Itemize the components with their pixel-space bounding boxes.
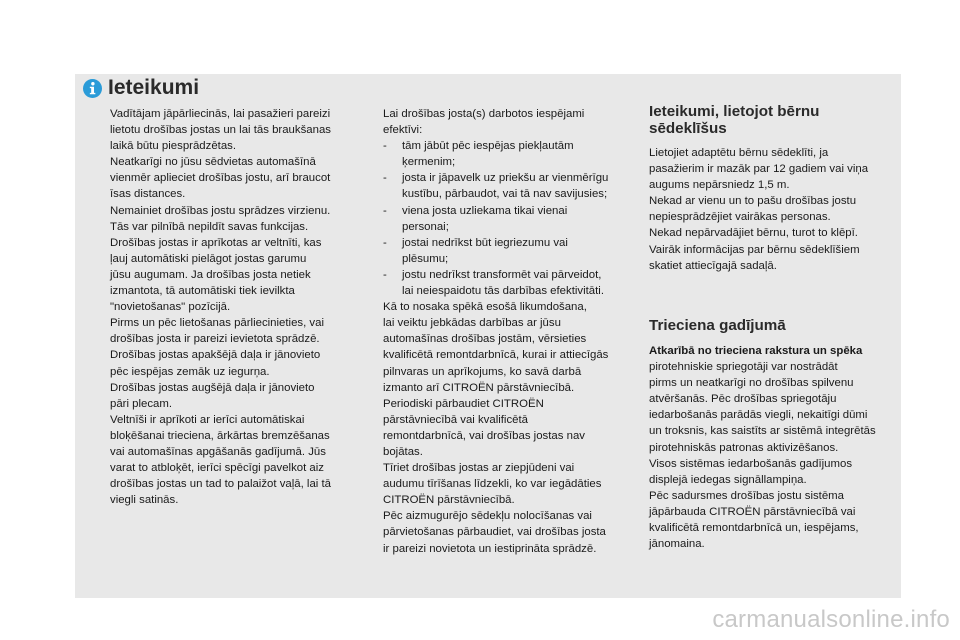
text-line: pēc iespējas zemāk uz iegurņa. <box>110 365 270 378</box>
text-line: skatiet attiecīgajā sadaļā. <box>649 259 777 272</box>
bullet-continuation: personai; <box>402 220 449 233</box>
text-line: varat to atbloķēt, ierīci spēcīgi pavelkot aiz <box>110 462 324 475</box>
bullet-text: jostai nedrīkst būt iegriezumu vai <box>402 236 568 249</box>
text-line: drošības jostas un tad to palaižot vaļā, lai tā <box>110 478 331 491</box>
text-line: Drošības jostas ir aprīkotas ar veltnīti, kas <box>110 236 322 249</box>
bullet-text: viena josta uzliekama tikai vienai <box>402 204 568 217</box>
bullet-dash: - <box>383 172 387 185</box>
column-child-seat-advice <box>649 103 901 274</box>
text-line: pirms un neatkarīgi no drošības spilvenu <box>649 377 854 390</box>
text-line: lai veiktu jebkādas darbības ar jūsu <box>383 317 561 330</box>
info-icon <box>83 79 102 98</box>
watermark: carmanualsonline.info <box>712 606 950 633</box>
text-line: audumu tīrīšanas līdzekli, ko var iegādāties <box>383 478 602 491</box>
text-line: ļauj automātiski pielāgot jostas garumu <box>110 252 307 265</box>
text-line: efektīvi: <box>383 124 423 137</box>
text-line: Nemainiet drošības jostu sprādzes virzienu. <box>110 204 331 217</box>
column-seatbelt-effectiveness <box>383 106 635 557</box>
text-line: Drošības jostas augšējā daļa ir jānovieto <box>110 381 315 394</box>
text-line: viegli satinās. <box>110 494 179 507</box>
text-line: Tīriet drošības jostas ar ziepjūdeni vai <box>383 462 575 475</box>
bullet-continuation: plēsumu; <box>402 252 449 265</box>
text-line: pilnvaras un aprīkojums, ko savā darbā <box>383 365 582 378</box>
bullet-dash: - <box>383 140 387 153</box>
text-line: displejā iedegas signāllampiņa. <box>649 473 807 486</box>
text-line: Pēc sadursmes drošības jostu sistēma <box>649 489 844 502</box>
text-line: Kā to nosaka spēkā esošā likumdošana, <box>383 301 587 314</box>
text-line: Drošības jostas apakšējā daļa ir jānovieto <box>110 349 321 362</box>
bullet-continuation: lai neiespaidotu tās darbības efektivitāti. <box>402 285 604 298</box>
text-line: Visos sistēmas iedarbošanās gadījumos <box>649 457 853 470</box>
text-line: bloķēšanai trieciena, ārkārtas bremzēšanas <box>110 429 330 442</box>
bullet-dash: - <box>383 236 387 249</box>
text-line: automašīnas drošības jostām, vērsieties <box>383 333 587 346</box>
child-seat-heading-line: sēdeklīšus <box>649 120 727 137</box>
text-line: jānomaina. <box>649 538 705 551</box>
text-line: CITROËN pārstāvniecībā. <box>383 494 515 507</box>
text-line: Nekad ar vienu un to pašu drošības jostu <box>649 195 857 208</box>
bullet-text: tām jābūt pēc iespējas piekļautām <box>402 140 574 153</box>
text-line: bojātas. <box>383 445 423 458</box>
text-line: vienmēr aplieciet drošības jostu, arī braucot <box>110 172 331 185</box>
column-collision <box>649 343 901 552</box>
bullet-item <box>383 203 635 219</box>
bullet-dash: - <box>383 268 387 281</box>
text-line: jūsu augumam. Ja drošības josta netiek <box>110 268 311 281</box>
text-line: un troksnis, kas saistīts ar sistēmā integrētās <box>649 425 876 438</box>
text-line: Tās var pilnībā nepildīt savas funkcijas. <box>110 220 309 233</box>
bullet-item <box>383 138 635 154</box>
text-line: nepiesprādzējiet vairākas personas. <box>649 211 831 224</box>
text-line: Vairāk informācijas par bērnu sēdeklīšiem <box>649 243 860 256</box>
text-line: Pēc aizmugurējo sēdekļu nolocīšanas vai <box>383 510 592 523</box>
bullet-continuation: ķermenim; <box>402 156 456 169</box>
bullet-text: jostu nedrīkst transformēt vai pārveidot, <box>402 268 602 281</box>
text-line: Neatkarīgi no jūsu sēdvietas automašīnā <box>110 156 316 169</box>
text-line: Periodiski pārbaudiet CITROËN <box>383 397 544 410</box>
text-line: pārstāvniecībā vai kvalificētā <box>383 413 528 426</box>
bullet-item <box>383 235 635 251</box>
text-line: īsas distances. <box>110 188 186 201</box>
text-line: "novietošanas" pozīcijā. <box>110 301 231 314</box>
text-line: Lietojiet adaptētu bērnu sēdeklīti, ja <box>649 147 829 159</box>
text-line: izmantota, tā automātiski tiek ievilkta <box>110 285 295 298</box>
text-line: laikā būtu piesprādzētas. <box>110 140 237 153</box>
text-line: lietotu drošības jostas un lai tās braukšanas <box>110 124 331 137</box>
text-line: kvalificētā remontdarbnīcā, kurai ir attiecīgās <box>383 349 609 362</box>
bullet-item <box>383 170 635 186</box>
text-line: jāpārbauda CITROËN pārstāvniecībā vai <box>649 505 856 518</box>
text-line: Pirms un pēc lietošanas pārliecinieties, vai <box>110 317 324 330</box>
text-line: pirotehniskās patronas aktivizēšanos. <box>649 441 839 454</box>
text-line: vai automašīnas apgāšanās gadījumā. Jūs <box>110 445 326 458</box>
child-seat-heading <box>649 103 901 137</box>
text-line: atvēršanās. Pēc drošības spriegotāju <box>649 393 837 406</box>
text-line: pasažierim ir mazāk par 12 gadiem vai viņa <box>649 163 869 176</box>
collision-text <box>649 359 901 552</box>
bullet-item <box>383 267 635 283</box>
text-line: ir pareizi novietota un iestiprināta sprādzē. <box>383 542 597 555</box>
section-title: Ieteikumi <box>108 76 200 99</box>
child-seat-heading-line: Ieteikumi, lietojot bērnu <box>649 103 820 120</box>
bullet-dash: - <box>383 204 387 217</box>
bullet-continuation: kustību, pārbaudot, vai tā nav savijusies; <box>402 188 608 201</box>
child-seat-text <box>649 145 901 274</box>
collision-heading: Trieciena gadījumā <box>649 317 786 334</box>
text-line: Veltnīši ir aprīkoti ar ierīci automātiskai <box>110 413 305 426</box>
text-line: izmanto arī CITROËN pārstāvniecībā. <box>383 381 575 394</box>
text-line: Lai drošības josta(s) darbotos iespējami <box>383 108 585 120</box>
text-line: remontdarbnīcā, vai drošības jostas nav <box>383 429 585 442</box>
text-line: pārvietošanas pārbaudiet, vai drošības josta <box>383 526 606 539</box>
text-line: Vadītājam jāpārliecinās, lai pasažieri pareizi <box>110 108 331 120</box>
text-line: iedarbošanās parādās viegli, nekaitīgi dūmi <box>649 409 868 422</box>
text-line: drošības josta ir pareizi ievietota sprādzē. <box>110 333 320 346</box>
text-line: pāri plecam. <box>110 397 173 410</box>
bullet-text: josta ir jāpavelk uz priekšu ar vienmērīgu <box>402 172 609 185</box>
text-line: augums nepārsniedz 1,5 m. <box>649 179 790 192</box>
text-line: kvalificētā remontdarbnīcā un, iespējams, <box>649 522 859 535</box>
text-line: pirotehniskie spriegotāji var nostrādāt <box>649 361 838 374</box>
collision-bold-line: Atkarībā no trieciena rakstura un spēka <box>649 345 863 357</box>
column-seatbelt-advice <box>110 106 362 508</box>
text-line: Nekad nepārvadājiet bērnu, turot to klēpī. <box>649 227 858 240</box>
